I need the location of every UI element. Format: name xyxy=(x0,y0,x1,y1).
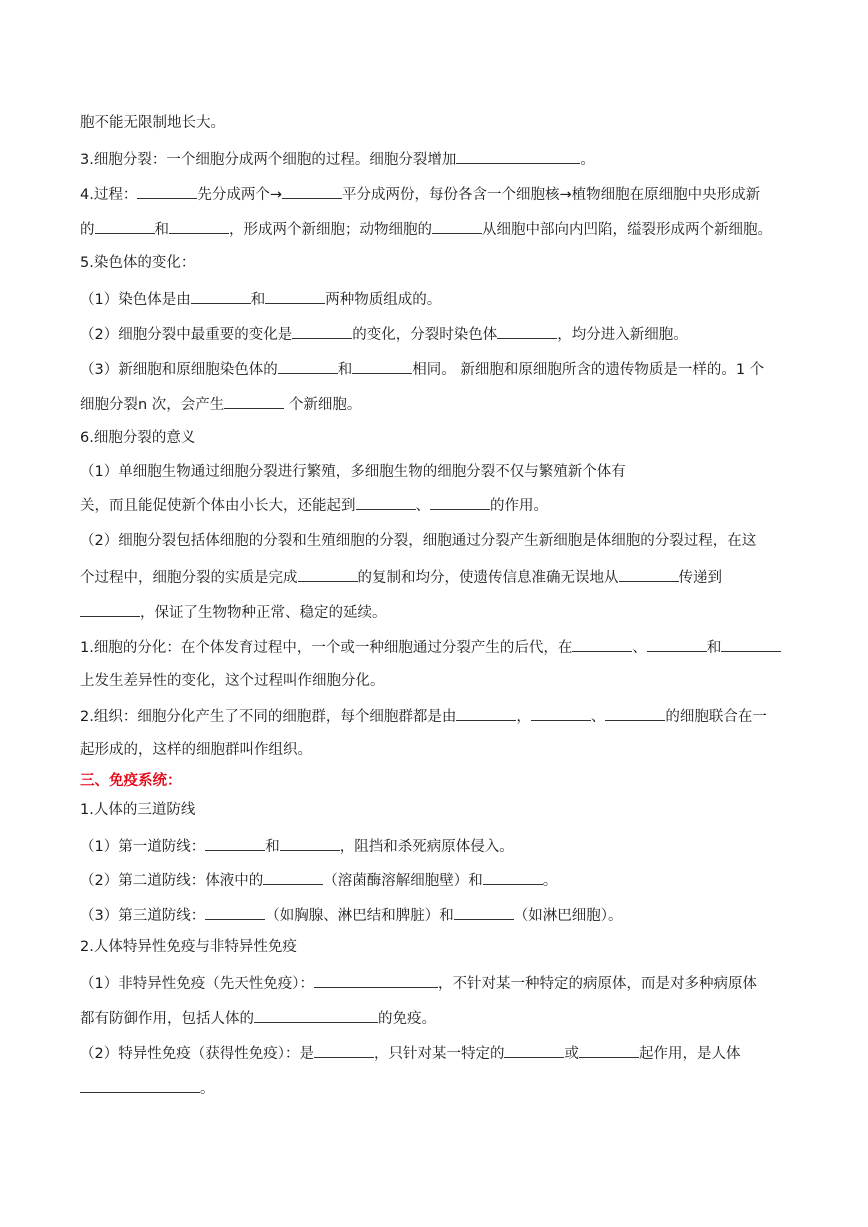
fill-blank[interactable] xyxy=(282,183,342,199)
section-title xyxy=(80,771,182,791)
line-text: 细胞分裂n 次，会产生 xyxy=(80,397,225,413)
line-text: （1）非特异性免疫（先天性免疫）： xyxy=(80,976,314,992)
text-line xyxy=(80,218,772,240)
line-text: （3）第三道防线： xyxy=(80,908,206,924)
line-text: 、 xyxy=(632,640,647,656)
line-text: （1）第一道防线： xyxy=(80,839,206,855)
line-text: 的作用。 xyxy=(490,498,548,514)
line-text: 的 xyxy=(80,222,95,238)
text-line xyxy=(80,705,767,727)
fill-blank[interactable] xyxy=(647,636,707,652)
text-line xyxy=(80,1042,740,1064)
line-text: ，均分进入新细胞。 xyxy=(557,327,688,343)
line-text: 的免疫。 xyxy=(378,1011,436,1027)
line-text: ，阻挡和杀死病原体侵入。 xyxy=(339,839,514,855)
line-text: 。 xyxy=(542,873,558,889)
line-text: 平分成两份，每份各含一个细胞核→植物细胞在原细胞中央形成新 xyxy=(342,187,761,203)
fill-blank[interactable] xyxy=(721,636,781,652)
text-line xyxy=(80,800,195,820)
text-line xyxy=(80,323,688,345)
fill-blank[interactable] xyxy=(531,705,591,721)
line-text: 起形成的，这样的细胞群叫作组织。 xyxy=(80,742,312,758)
text-line xyxy=(80,358,764,380)
line-text: 的复制和均分，使遗传信息准确无误地从 xyxy=(357,570,619,586)
line-text: 胞不能无限制地长大。 xyxy=(80,115,225,131)
fill-blank[interactable] xyxy=(265,288,325,304)
text-line xyxy=(80,671,385,691)
text-line xyxy=(80,183,760,205)
text-line xyxy=(80,835,514,857)
fill-blank[interactable] xyxy=(263,869,323,885)
line-text: （如胸腺、淋巴结和脾脏）和 xyxy=(265,908,454,924)
fill-blank[interactable] xyxy=(95,218,155,234)
fill-blank[interactable] xyxy=(292,323,352,339)
line-text: 的变化，分裂时染色体 xyxy=(352,327,498,343)
line-text: （1）染色体是由 xyxy=(80,292,191,308)
line-text: 2.组织：细胞分化产生了不同的细胞群，每个细胞群都是由 xyxy=(80,709,457,725)
section-heading: 6.细胞分裂的意义 xyxy=(80,430,196,446)
line-text: 都有防御作用，包括人体的 xyxy=(80,1011,254,1027)
line-text: 相同。 新细胞和原细胞所含的遗传物质是一样的。1 个 xyxy=(412,362,765,378)
fill-blank[interactable] xyxy=(619,566,679,582)
line-text: 4.过程： xyxy=(80,187,138,203)
fill-blank[interactable] xyxy=(205,835,265,851)
line-text: 和 xyxy=(337,362,353,378)
fill-blank[interactable] xyxy=(205,904,265,920)
text-line xyxy=(80,428,195,448)
text-line xyxy=(80,288,441,310)
fill-blank[interactable] xyxy=(169,218,229,234)
line-text: 传递到 xyxy=(678,570,722,586)
line-text: 和 xyxy=(265,839,280,855)
line-text: （3）新细胞和原细胞染色体的 xyxy=(80,362,278,378)
line-text: （2）细胞分裂中最重要的变化是 xyxy=(80,327,293,343)
line-text: 起作用，是人体 xyxy=(638,1046,741,1062)
fill-blank[interactable] xyxy=(430,494,490,510)
fill-blank[interactable] xyxy=(191,288,251,304)
line-text: 或 xyxy=(564,1046,579,1062)
line-text: 两种物质组成的。 xyxy=(325,292,442,308)
line-text: 1.细胞的分化：在个体发育过程中，一个或一种细胞通过分裂产生的后代，在 xyxy=(80,640,573,656)
fill-blank[interactable] xyxy=(356,494,416,510)
text-line xyxy=(80,904,622,926)
text-line xyxy=(80,393,361,415)
line-text: （1）单细胞生物通过细胞分裂进行繁殖，多细胞生物的细胞分裂不仅与繁殖新个体有 xyxy=(80,464,626,480)
text-line xyxy=(80,494,548,516)
text-line xyxy=(80,1077,215,1099)
line-text: ，保证了生物物种正常、稳定的延续。 xyxy=(140,605,387,621)
section-heading: 2.人体特异性免疫与非特异性免疫 xyxy=(80,939,297,955)
line-text: （2）第二道防线：体液中的 xyxy=(80,873,264,889)
fill-blank[interactable] xyxy=(254,1007,378,1023)
fill-blank[interactable] xyxy=(483,869,543,885)
text-line xyxy=(80,253,195,273)
text-line xyxy=(80,740,312,760)
fill-blank[interactable] xyxy=(432,218,482,234)
text-line xyxy=(80,462,626,482)
line-text: （2）特异性免疫（获得性免疫）：是 xyxy=(80,1046,314,1062)
line-text: 和 xyxy=(154,222,169,238)
section-heading: 5.染色体的变化： xyxy=(80,255,196,271)
line-text: 从细胞中部向内凹陷，缢裂形成两个新细胞。 xyxy=(482,222,772,238)
line-text: 、 xyxy=(590,709,606,725)
fill-blank[interactable] xyxy=(224,393,284,409)
line-text: 个过程中，细胞分裂的实质是完成 xyxy=(80,570,298,586)
text-line xyxy=(80,113,225,133)
line-text: ， xyxy=(516,709,531,725)
fill-blank[interactable] xyxy=(454,904,514,920)
fill-blank[interactable] xyxy=(456,148,580,164)
text-line xyxy=(80,937,297,957)
text-line xyxy=(80,869,557,891)
line-text: （如淋巴细胞）。 xyxy=(513,908,623,924)
text-line xyxy=(80,566,722,588)
fill-blank[interactable] xyxy=(352,358,412,374)
text-line xyxy=(80,148,595,170)
fill-blank[interactable] xyxy=(137,183,197,199)
line-text: ，形成两个新细胞；动物细胞的 xyxy=(229,222,432,238)
line-text: 和 xyxy=(250,292,266,308)
fill-blank[interactable] xyxy=(456,705,516,721)
fill-blank[interactable] xyxy=(579,1042,639,1058)
fill-blank[interactable] xyxy=(314,1042,374,1058)
fill-blank[interactable] xyxy=(278,358,338,374)
fill-blank[interactable] xyxy=(298,566,358,582)
line-text: 和 xyxy=(706,640,722,656)
line-text: 。 xyxy=(580,152,595,168)
line-text: 先分成两个→ xyxy=(197,187,282,203)
fill-blank[interactable] xyxy=(280,835,340,851)
fill-blank[interactable] xyxy=(605,705,665,721)
fill-blank[interactable] xyxy=(314,972,438,988)
text-line xyxy=(80,531,756,551)
text-line xyxy=(80,1007,436,1029)
line-text: 上发生差异性的变化，这个过程叫作细胞分化。 xyxy=(80,673,385,689)
line-text: 3.细胞分裂：一个细胞分成两个细胞的过程。细胞分裂增加 xyxy=(80,152,457,168)
fill-blank[interactable] xyxy=(80,601,140,617)
line-text: 个新细胞。 xyxy=(284,397,362,413)
section-heading: 1.人体的三道防线 xyxy=(80,802,196,818)
fill-blank[interactable] xyxy=(80,1077,200,1093)
line-text: ，只针对某一特定的 xyxy=(373,1046,505,1062)
line-text: （溶菌酶溶解细胞壁）和 xyxy=(323,873,483,889)
text-line xyxy=(80,972,757,994)
fill-blank[interactable] xyxy=(497,323,557,339)
text-line xyxy=(80,636,781,658)
line-text: 。 xyxy=(200,1081,215,1097)
fill-blank[interactable] xyxy=(504,1042,564,1058)
line-text: 关，而且能促使新个体由小长大，还能起到 xyxy=(80,498,356,514)
line-text: 、 xyxy=(415,498,430,514)
line-text: （2）细胞分裂包括体细胞的分裂和生殖细胞的分裂，细胞通过分裂产生新细胞是体细胞的分裂过程，在这 xyxy=(80,533,757,549)
line-text: 的细胞联合在一 xyxy=(665,709,767,725)
line-text: ，不针对某一种特定的病原体，而是对多种病原体 xyxy=(437,976,757,992)
text-line xyxy=(80,601,387,623)
section-title-text: 三、免疫系统： xyxy=(80,773,182,789)
fill-blank[interactable] xyxy=(572,636,632,652)
